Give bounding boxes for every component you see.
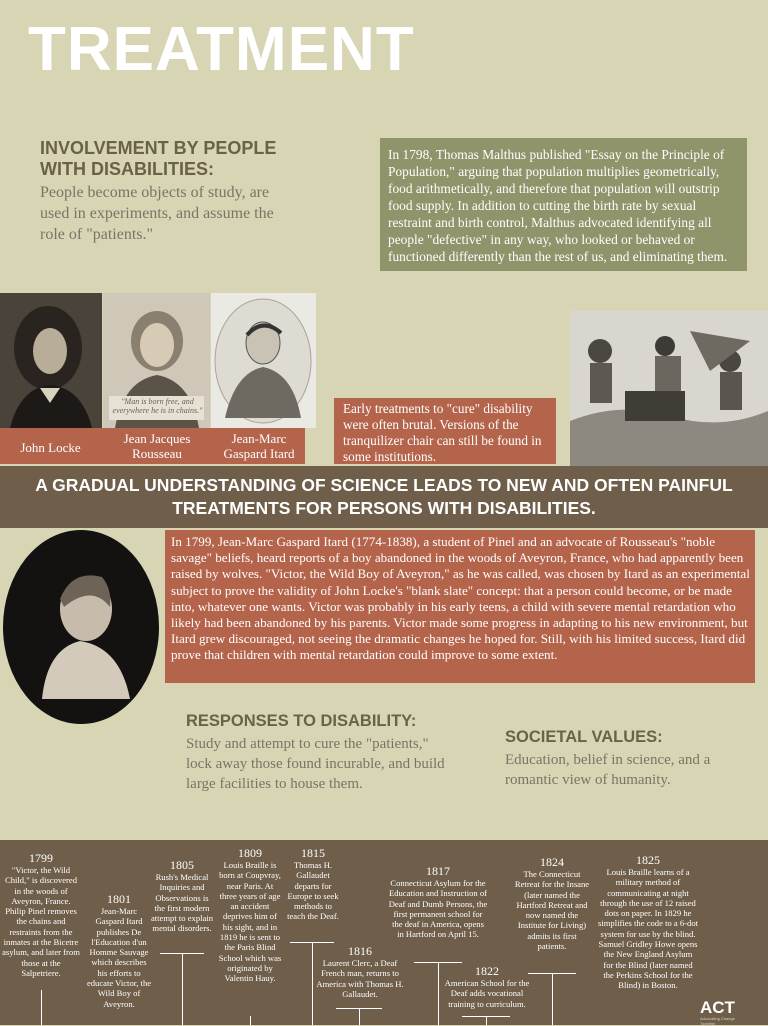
timeline-event-1817 (388, 864, 488, 940)
responses-heading: RESPONSES TO DISABILITY: (186, 712, 417, 730)
rousseau-quote: "Man is born free, and everywhere he is in chains." (112, 397, 203, 415)
timeline-text: Rush's Medical Inquiries and Observations is the first modern attempt to explain mental disorders. (150, 872, 214, 934)
timeline-event-1809 (218, 846, 282, 984)
timeline-tick (182, 953, 183, 1025)
timeline-event-1799 (2, 851, 80, 978)
responses-text: Study and attempt to cure the "patients," lock away those found incurable, and build large facilities to house them. (186, 736, 445, 792)
involvement-text: People become objects of study, are used in experiments, and assume the role of "patients." (40, 184, 274, 243)
rousseau-portrait (103, 293, 210, 428)
victor-portrait (2, 529, 160, 725)
timeline-text: Louis Braille is born at Coupvray, near Paris. At three years of age an accident deprives him of his sight, and in 1819 he is sent to the Paris Blind School which was originated by Valentin Hauy. (218, 860, 282, 984)
timeline-text: Connecticut Asylum for the Education and Instruction of Deaf and Dumb Persons, the first permanent school for the deaf in America, opens in Hartford on April 15. (388, 878, 488, 940)
itard-story-box (165, 530, 755, 683)
timeline-event-1805 (150, 858, 214, 934)
timeline-text: Thomas H. Gallaudet departs for Europe to seek methods to teach the Deaf. (287, 860, 339, 922)
banner-text: A GRADUAL UNDERSTANDING OF SCIENCE LEADS TO NEW AND OFTEN PAINFUL TREATMENTS FOR PERSONS WITH DISABILITIES. (35, 475, 733, 518)
timeline-text: The Connecticut Retreat for the Insane (later named the Hartford Retreat and now named the Institute for Living) admits its first patients. (514, 869, 590, 952)
timeline-event-1822 (438, 964, 536, 1009)
name-john-locke: John Locke (20, 440, 81, 455)
timeline-tick (312, 942, 313, 1025)
timeline-tick (41, 990, 42, 1025)
timeline-year: 1824 (540, 855, 564, 869)
early-treatments-text: Early treatments to "cure" disability were often brutal. Versions of the tranquilizer chair can still be found in some institutions. (343, 401, 542, 464)
timeline-year: 1816 (348, 944, 372, 958)
page-title: TREATMENT (28, 15, 415, 84)
timeline-year: 1815 (301, 846, 325, 860)
involvement-heading: INVOLVEMENT BY PEOPLE WITH DISABILITIES: (40, 138, 277, 179)
main-banner (0, 466, 768, 528)
timeline-tick (552, 973, 553, 1025)
timeline (0, 840, 768, 1025)
timeline-year: 1805 (170, 858, 194, 872)
timeline-text: Laurent Clerc, a Deaf French man, returns to America with Thomas H. Gallaudet. (316, 958, 404, 999)
timeline-event-1816 (314, 944, 406, 999)
timeline-year: 1817 (426, 864, 450, 878)
timeline-year: 1825 (636, 853, 660, 867)
timeline-event-1801 (86, 892, 152, 1009)
timeline-text: American School for the Deaf adds vocational training to curriculum. (444, 978, 530, 1009)
john-locke-portrait (0, 293, 102, 428)
act-logo: ACT (700, 998, 735, 1017)
societal-values-heading: SOCIETAL VALUES: (505, 728, 663, 746)
itard-portrait (211, 293, 316, 428)
timeline-year: 1801 (107, 892, 131, 906)
itard-story-text: In 1799, Jean-Marc Gaspard Itard (1774-1838), a student of Pinel and an advocate of Rousseau's "noble savage" beliefs, heard reports of a boy abandoned in the woods of Aveyron, France, who had apparently been raised by wolves. "Victor, the Wild Boy of Aveyron," as he was called, was chosen by Itard as an experimental subject to prove the validity of John Locke's "blank slate" concept: that a person could become, or be made into, whatever one wants. Victor was probably in his early teens, a child with severe mental retardation who likely had been abandoned by his parents. Victor made some progress in adapting to his new environment, but Itard grew discouraged, not seeing the dramatic changes he hoped for. Still, with his limited success, Itard did prove that children with mental retardation could improve to some extent. (171, 534, 750, 663)
early-treatments-box (334, 398, 556, 464)
portrait-names-bar (0, 428, 305, 464)
timeline-event-1825 (598, 853, 698, 991)
act-logo-subtext: Advocating Change Together (700, 1016, 735, 1026)
timeline-tick (359, 1008, 360, 1025)
brutal-treatment-engraving (570, 311, 768, 466)
timeline-text: Jean-Marc Gaspard Itard publishes De l'Education d'un Homme Sauvage which describes his efforts to educate Victor, the Wild Boy of Aveyron. (86, 906, 152, 1009)
timeline-text: "Victor, the Wild Child," is discovered in the woods of Aveyron, France. Philip Pinel removes the chains and restraints from the inmates at the Bicetre asylum, and later from those at the Salpetriere. (2, 865, 80, 978)
timeline-event-1824 (513, 855, 591, 951)
societal-values-text: Education, belief in science, and a romantic view of humanity. (505, 752, 711, 788)
timeline-tick (250, 1016, 251, 1025)
timeline-year: 1809 (238, 846, 262, 860)
timeline-event-1815 (284, 846, 342, 922)
malthus-text: In 1798, Thomas Malthus published "Essay on the Principle of Population," arguing that population multiplies geometrically, food arithmetically, and therefore that population will outstrip food supply. In addition to cutting the birth rate by sexual restraint and birth control, Malthus advocated identifying all people "defective" in any way, who looked or behaved or functioned differently than the rest of us, and eliminating them. (388, 147, 728, 264)
name-itard: Jean-Marc Gaspard Itard (223, 431, 295, 461)
malthus-box (380, 138, 747, 271)
timeline-tick (486, 1016, 487, 1025)
timeline-year: 1822 (475, 964, 499, 978)
name-rousseau: Jean Jacques Rousseau (123, 431, 191, 461)
timeline-year: 1799 (29, 851, 53, 865)
timeline-text: Louis Braille learns of a military method of communicating at night through the use of 12 raised dots on paper. In 1829 he simplifies the code to a 6-dot system for use by the blind. Samuel Gridley Howe opens the New England Asylum for the Blind (later named the Perkins School for the Blind) in Boston. (598, 867, 698, 991)
